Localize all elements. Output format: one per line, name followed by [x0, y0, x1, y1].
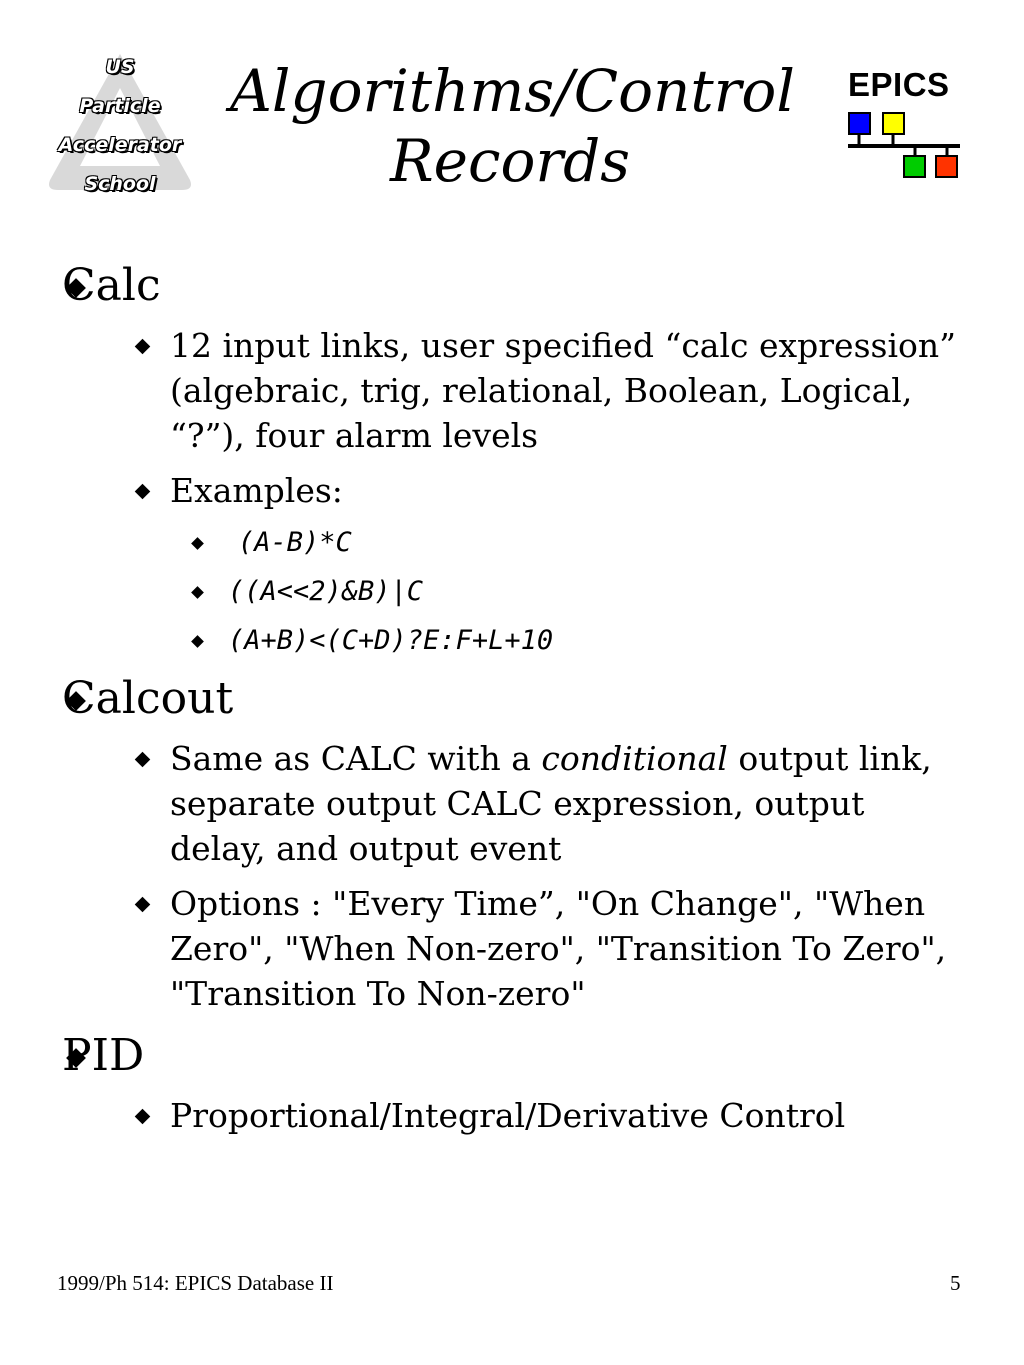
pid-heading: PID [62, 1030, 145, 1081]
logo-line-3: Accelerator [58, 134, 182, 156]
logo-line-4: School [84, 173, 156, 195]
epics-logo [846, 66, 966, 184]
calcout-heading: Calcout [62, 673, 234, 724]
calc-desc-line-2: (algebraic, trig, relational, Boolean, Logical, [170, 371, 913, 410]
title-line-2: Records [389, 127, 630, 195]
calcout-options-line-3: "Transition To Non-zero" [170, 974, 586, 1013]
examples-label: Examples: [170, 471, 343, 510]
calcout-desc-line-2: separate output CALC expression, output [170, 784, 865, 823]
calc-desc-line-1: 12 input links, user specified “calc expression” [170, 326, 956, 365]
calc-desc-line-3: “?”), four alarm levels [170, 416, 539, 455]
calcout-desc-line-1 [170, 736, 932, 782]
logo-line-1: US [105, 56, 135, 78]
logo-line-2: Particle [79, 95, 161, 117]
footer-page-number: 5 [950, 1271, 961, 1295]
calcout-desc-line-3: delay, and output event [170, 829, 562, 868]
bullet-diamond-icon [135, 897, 151, 913]
bullet-diamond-icon [191, 586, 204, 599]
calcout-desc-post: output link, [727, 739, 932, 778]
epics-logo-text: EPICS [848, 66, 950, 103]
bullet-diamond-icon [135, 339, 151, 355]
calcout-desc-pre: Same as CALC with a [170, 739, 542, 778]
calcout-options-line-2: Zero", "When Non-zero", "Transition To Zero", [170, 929, 947, 968]
example-2: ((A<<2)&B)|C [228, 576, 424, 607]
example-3: (A+B)<(C+D)?E:F+L+10 [228, 625, 554, 656]
bullet-diamond-icon [191, 537, 204, 550]
bullet-diamond-icon [135, 752, 151, 768]
calcout-options-line-1: Options : "Every Time”, "On Change", "When [170, 884, 926, 923]
footer-course: 1999/Ph 514: EPICS Database II [57, 1271, 334, 1295]
bullet-diamond-icon [135, 484, 151, 500]
calcout-desc-emphasis: conditional [541, 739, 728, 778]
example-1: (A-B)*C [238, 527, 352, 558]
calc-heading: Calc [62, 260, 161, 311]
bullet-diamond-icon [191, 635, 204, 648]
uspas-logo [44, 48, 196, 198]
bullet-diamond-icon [135, 1109, 151, 1125]
pid-desc: Proportional/Integral/Derivative Control [170, 1096, 846, 1135]
network-squares-icon [846, 110, 966, 182]
title-line-1: Algorithms/Control [230, 57, 795, 125]
slide-title [230, 56, 795, 196]
